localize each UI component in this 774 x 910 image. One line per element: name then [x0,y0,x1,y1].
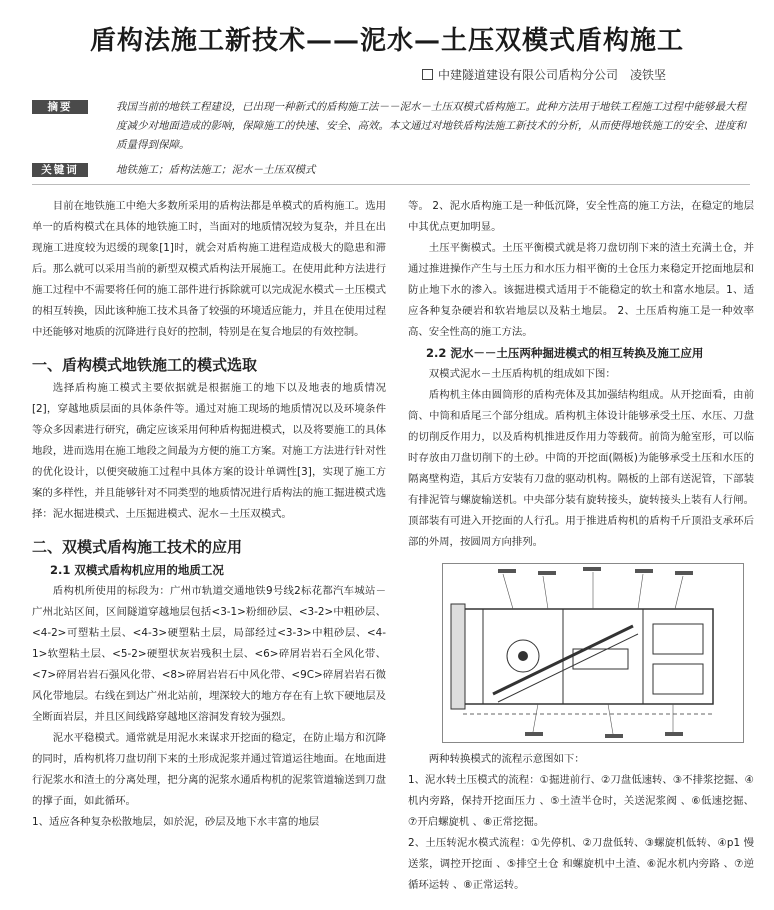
left-column [32,196,386,833]
section2-1-paragraph: 盾构机所使用的标段为：广州市轨道交通地铁9号线2标花都汽车城站－广州北站区间，区间隧道穿越地层包括<3-1>粉细砂层、<3-2>中粗砂层、<4-2>可塑粘土层、<4-3>硬塑粘土层，局部经过<3-3>中粗砂层、<4-1>软塑粘土层、<5-2>硬塑状灰岩残积土层、<6>碎屑岩岩石全风化带、<7>碎屑岩岩石强风化带、<8>碎屑岩岩石中风化带、<9C>碎屑岩岩石微风化带地层。右线在到达广州北站前，埋深较大的地方存在有上软下硬地层及全断面岩层，并且区间线路穿越地区溶洞发育较为强烈。 [32,585,386,723]
machine-description: 盾构机主体由圆筒形的盾构壳体及其加强结构组成。从开挖面看，由前筒、中筒和盾尾三个部分组成。盾构机主体设计能够承受土压、水压、刀盘的切削反作用力，以及盾构机推进反作用力等载荷。前筒为舱室形，可以临时存放由刀盘切削下的土砂。中筒的开挖面(隔板)为能够承受土压和水压的隔离壁构造，其后方安装有刀盘的驱动机构。隔板的上部有送泥管，下部装有排泥管与螺旋输送机。中央部分装有旋转接头，旋转接头上装有人行闸。顶部装有可进入开挖面的人行孔。用于推进盾构机的盾构千斤顶沿支承环后部的外周，按圆周方向排列。 [408,389,754,548]
flow-step-1: 1、泥水转土压模式的流程：①掘进前行、②刀盘低速转、③不排浆挖掘、④机内旁路，保持开挖面压力 、⑤土渣半仓时，关送泥浆阀 、⑥低速挖掘、 ⑦开启螺旋机 、⑧正常挖掘。 [408,774,754,828]
section1-heading: 一、盾构模式地铁施工的模式选取 [32,356,258,374]
continued-paragraph: 等。 2、泥水盾构施工是一种低沉降，安全性高的施工方法，在稳定的地层中其优点更加明显。 [408,200,754,233]
slurry-mode-paragraph: 泥水平稳模式。通常就是用泥水来谋求开挖面的稳定，在防止塌方和沉降的同时，盾构机将刀盘切削下来的土形成泥浆并通过管道运往地面。在地面进行泥浆水和渣土的分离处理，把分离的泥浆水通盾构机的泥浆管道输送到刀盘的撑子面，如此循环。 [32,732,386,807]
article-title: 盾构法施工新技术——泥水—土压双模式盾构施工 [89,26,684,56]
intro-paragraph: 目前在地铁施工中绝大多数所采用的盾构法都是单模式的盾构施工。选用单一的盾构模式在具体的地铁施工时，当面对的地质情况较为复杂，并且在出现施工进度较为迟缓的现象[1]时，就会对盾构施工进程造成极大的隐患和滞后。那么就可以采用当前的新型双模式盾构法开展施工。在使用此种方法进行施工过程中不需要将任何的施工部件进行拆除就可以完成泥水模式－土压模式的相互转换，因此该种施工技术具备了较强的环境适应能力，并且在使用过程中还能够对地质的沉降进行良好的控制，特别是在复合地层的有效控制。 [32,200,386,338]
abstract-label: 摘要 [32,100,88,114]
checkbox-square-icon [422,69,433,80]
flow-intro: 两种转换模式的流程示意图如下： [428,753,585,765]
author-text: 中建隧道建设有限公司盾构分公司 凌铁坚 [437,68,666,82]
section1-paragraph: 选择盾构施工模式主要依据就是根据施工的地下以及地表的地质情况[2]，穿越地质层面的具体条件等。通过对施工现场的地质情况以及环境条件等众多因素进行研究，确定应该采用何种盾构掘进模式，以及将要施工的具体地段，进而选用在施工地段之间最为方便的施工方案。对施工方法进行针对性的优化设计，以便突破施工过程中具体方案的设计单调性[3]，实现了施工方案的多样性，并且能够针对不同类型的地质情况进行盾构法的施工掘进模式选择：泥水掘进模式、土压掘进模式、泥水－土压双模式。 [32,382,386,520]
right-column [408,196,754,896]
shield-machine-drawing [443,564,743,742]
keywords-label: 关键词 [32,163,88,177]
machine-intro: 双模式泥水－土压盾构机的组成如下图： [428,368,616,380]
abstract-block [32,98,750,155]
section2-2-heading: 2.2 泥水－－土压两种掘进模式的相互转换及施工应用 [426,346,704,360]
abstract-text: 我国当前的地铁工程建设，已出现一种新式的盾构施工法－－泥水－土压双模式盾构施工。此种方法用于地铁工程施工过程中能够最大程度减少对地面造成的影响，保障施工的快速、安全、高效。本文通过对地铁盾构法施工新技术的分析，从而使得地铁施工的安全、进度和质量得到保障。 [116,101,746,151]
slurry-mode-item: 1、适应各种复杂松散地层，如於泥，砂层及地下水丰富的地层 [32,816,320,828]
section2-1-heading: 2.1 双模式盾构机应用的地质工况 [50,563,224,577]
keywords-block [32,161,750,180]
author-line [422,66,666,83]
earth-pressure-paragraph: 土压平衡模式。土压平衡模式就是将刀盘切削下来的渣土充满土仓，并通过推进操作产生与土压力和水压力相平衡的土仓压力来稳定开挖面地层和防止地下水的渗入。该掘进模式适用于不能稳定的软土和富水地层。1、适应各种复杂硬岩和软岩地层以及粘土地层。 2、土压盾构施工是一种效率高、安全性高的施工方法。 [408,242,754,338]
keywords-text: 地铁施工；盾构法施工；泥水－土压双模式 [116,164,316,176]
flow-step-2: 2、土压转泥水模式流程：①先停机、②刀盘低转、③螺旋机低转、④p1 慢送浆，调控开挖面 、⑤排空土仓 和螺旋机中土渣、⑥泥水机内旁路 、⑦逆循环运转 、⑧正常运转。 [408,837,754,891]
header-divider [32,184,750,185]
shield-machine-diagram [442,563,744,743]
section2-heading: 二、双模式盾构施工技术的应用 [32,538,243,556]
